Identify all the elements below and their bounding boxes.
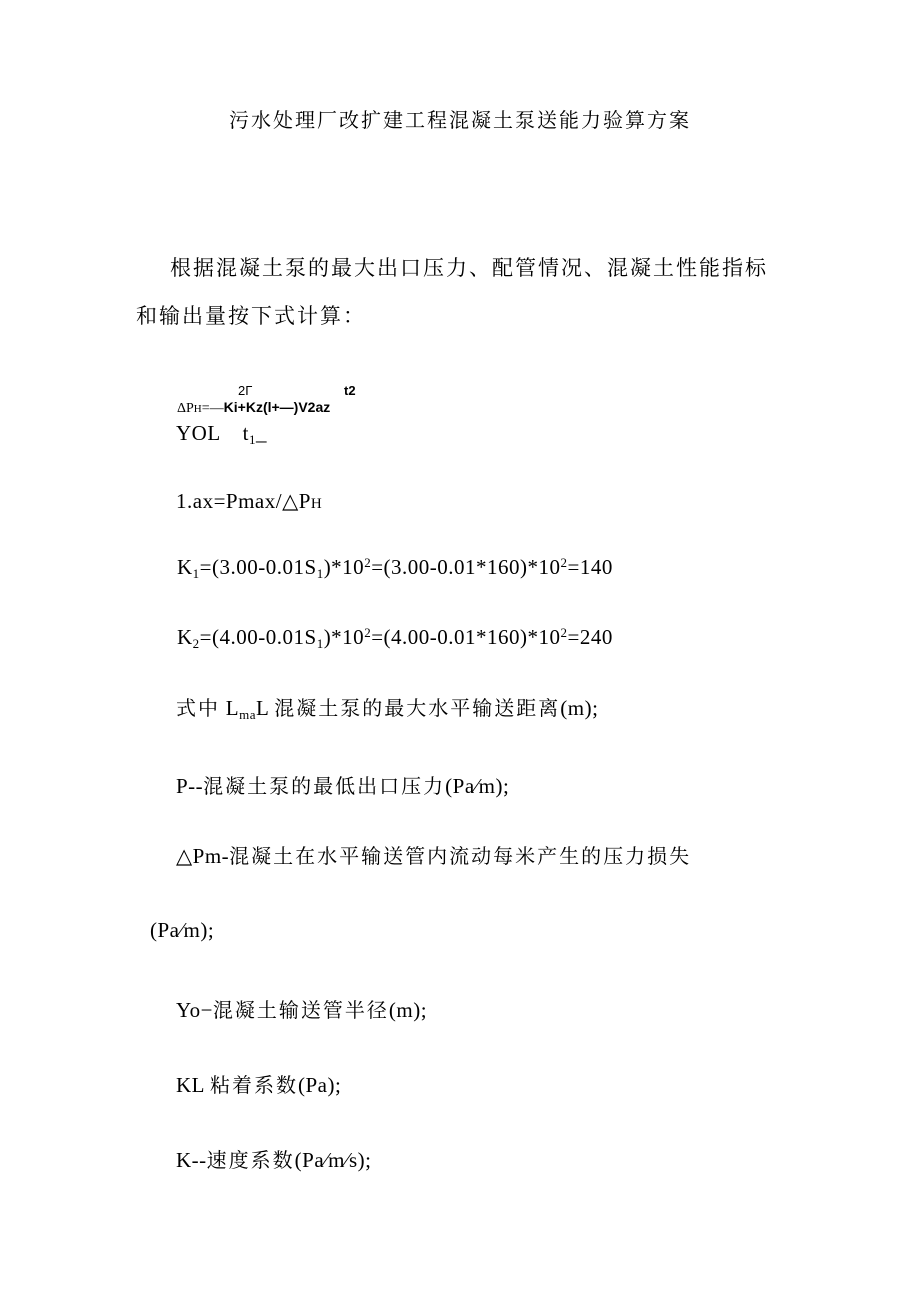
def-p-text: 混凝土泵的最低出口压力 (203, 774, 446, 798)
def-yo-unit: (m); (388, 998, 428, 1022)
formula-rhs: Ki+Kz(l+—)V2az (223, 399, 331, 415)
def-p-unit: (Pa⁄m); (445, 774, 510, 798)
k1-sup-2: 2 (560, 555, 568, 570)
k1-sup-1: 2 (364, 555, 372, 570)
def-lmax-L: L (225, 696, 240, 720)
equation-lmax-suffix: H (310, 496, 323, 512)
def-dpm-text: 混凝土在水平输送管内流动每米产生的压力损失 (229, 844, 692, 868)
intro-line-1: 根据混凝土泵的最大出口压力、配管情况、混凝土性能指标 (170, 256, 768, 280)
def-k-text: 速度系数 (206, 1148, 295, 1172)
k2-s-sub: 1 (316, 636, 324, 651)
def-yo-symbol: Yo− (176, 998, 213, 1022)
def-lmax-text: 混凝土泵的最大水平输送距离 (274, 696, 561, 720)
formula-main-line (177, 399, 330, 417)
k1-sub: 1 (192, 566, 200, 581)
k2-sup-2: 2 (560, 625, 568, 640)
def-kl-text: 粘着系数 (209, 1073, 298, 1097)
def-yo-text: 混凝土输送管半径 (212, 998, 389, 1022)
def-lmax-sub: ma (239, 707, 256, 722)
formula-top-right: t2 (344, 383, 356, 398)
k1-result: =140 (567, 555, 613, 579)
k1-symbol: K (177, 555, 193, 579)
equation-lmax (176, 489, 322, 514)
k2-result: =240 (567, 625, 613, 649)
def-k-symbol: K-- (176, 1148, 207, 1172)
def-k-unit: (Pa⁄m⁄s); (294, 1148, 372, 1172)
k2-part-b: )*10 (323, 625, 365, 649)
k2-sup-1: 2 (364, 625, 372, 640)
equation-k1 (177, 555, 613, 582)
definition-lmax (176, 692, 598, 723)
intro-line-2: 和输出量按下式计算： (136, 304, 366, 328)
k2-sub: 2 (192, 636, 200, 651)
formula-under-right: t (242, 421, 250, 445)
definition-dpm-unit: (Pa⁄m); (150, 918, 215, 942)
definition-p (176, 770, 509, 799)
def-p-symbol: P-- (176, 774, 204, 798)
formula-under-left: YOL (176, 421, 221, 445)
def-kl-symbol: KL (176, 1073, 205, 1097)
def-kl-unit: (Pa); (297, 1073, 342, 1097)
def-dpm-symbol: △Pm- (176, 844, 230, 868)
k1-part-c: =(3.00-0.01*160)*10 (371, 555, 561, 579)
formula-eq: =— (201, 401, 224, 416)
formula-top-left: 2Γ (238, 383, 253, 398)
document-title: 污水处理厂改扩建工程混凝土泵送能力验算方案 (229, 108, 691, 132)
equation-k2 (177, 625, 613, 652)
def-lmax-prefix: 式中 (176, 696, 220, 720)
k2-symbol: K (177, 625, 193, 649)
def-lmax-unit: (m); (560, 696, 599, 720)
formula-under-line (176, 421, 267, 448)
equation-lmax-text: 1.ax=Pmax/△P (176, 489, 311, 513)
formula-lhs-sub: H (193, 403, 202, 415)
k1-part-b: )*10 (323, 555, 365, 579)
formula-lhs: ΔP (177, 401, 194, 416)
k2-part-a: =(4.00-0.01S (199, 625, 317, 649)
k1-part-a: =(3.00-0.01S (199, 555, 317, 579)
k1-s-sub: 1 (316, 566, 324, 581)
definition-dpm (176, 840, 691, 869)
formula-under-right-tail: _ (256, 421, 268, 445)
formula-under-right-sub: 1 (249, 432, 257, 447)
definition-k (176, 1144, 372, 1173)
k2-part-c: =(4.00-0.01*160)*10 (371, 625, 561, 649)
definition-yo (176, 994, 427, 1023)
definition-kl (176, 1069, 341, 1098)
def-lmax-L2: L (255, 696, 269, 720)
